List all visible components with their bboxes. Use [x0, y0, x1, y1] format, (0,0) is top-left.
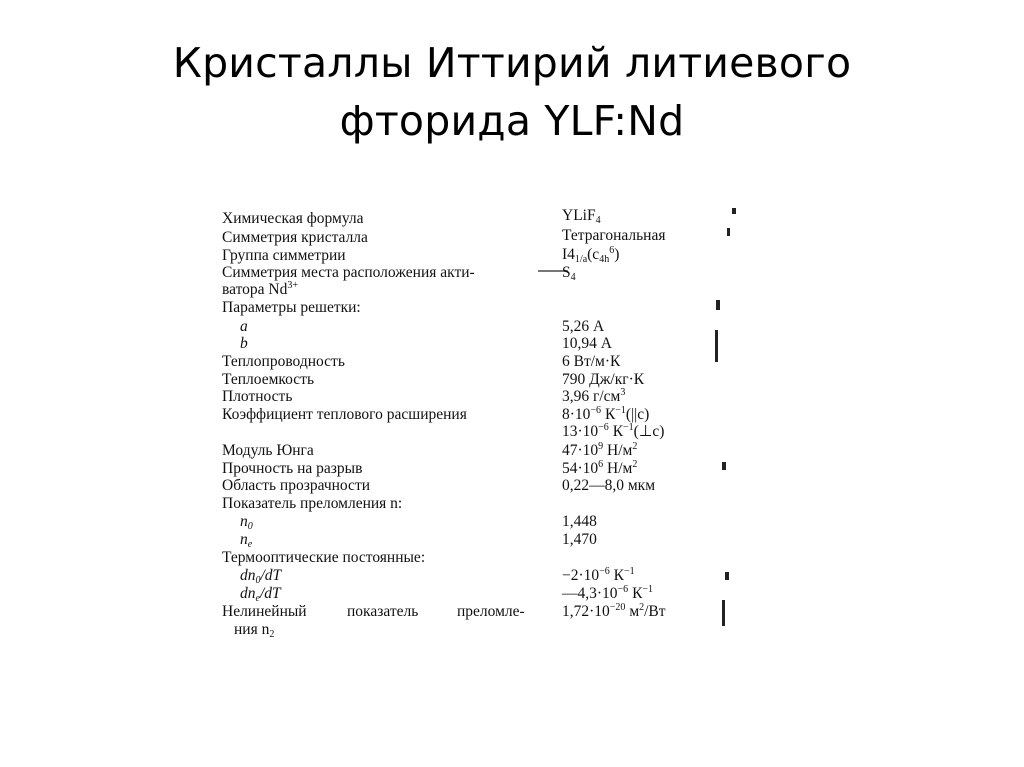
property-label: [222, 549, 425, 567]
value-part: 4h: [599, 254, 610, 265]
title-line-2: фторида YLF:Nd: [339, 97, 685, 145]
scan-mark: [727, 228, 730, 236]
property-value: [562, 318, 604, 336]
property-label: [222, 229, 368, 247]
scan-mark: [725, 572, 729, 580]
property-label: [234, 621, 274, 639]
scan-mark: [722, 462, 726, 470]
property-label: [222, 406, 467, 424]
value-part: −6: [598, 422, 609, 433]
value-part: 3,96 г/см: [562, 388, 621, 405]
value-part: Н/м: [603, 460, 633, 477]
property-label: [222, 442, 314, 460]
property-label: [240, 585, 281, 603]
value-part: 47·10: [562, 442, 599, 459]
label-part: Плотность: [222, 388, 293, 405]
value-part: 8·10: [562, 406, 591, 423]
value-part: 9: [598, 441, 604, 452]
property-value: [562, 477, 655, 495]
label-part: Показатель преломления n:: [222, 495, 403, 512]
label-part: Прочность на разрыв: [222, 460, 363, 477]
value-part: 4: [595, 215, 601, 226]
label-part: Теплопроводность: [222, 353, 345, 370]
title-line-1: Кристаллы Иттирий литиевого: [172, 39, 852, 87]
property-value: [562, 531, 597, 549]
value-part: 0,22—8,0 мкм: [562, 477, 656, 494]
property-label: [222, 281, 298, 299]
value-part: (⊥c): [633, 423, 665, 440]
label-part: Симметрия места расположения акти-: [222, 264, 475, 281]
label-word: Нелинейный: [222, 603, 307, 620]
property-label: [222, 603, 527, 621]
label-part: e: [255, 593, 260, 604]
scan-mark: [722, 600, 725, 626]
property-value: [562, 585, 653, 603]
slide-title: [80, 34, 944, 150]
property-value: [562, 388, 625, 406]
label-part: dn: [240, 585, 256, 602]
value-part: —4,3·10: [562, 585, 618, 602]
value-part: 1,72·10: [562, 603, 610, 620]
property-label: [240, 513, 253, 531]
value-part: /Вт: [644, 603, 666, 620]
label-part: Группа симметрии: [222, 247, 346, 264]
property-value: [562, 460, 637, 478]
label-part: Модуль Юнга: [222, 442, 314, 459]
value-part: 5,26 А: [562, 318, 605, 335]
property-label: [222, 371, 314, 389]
label-part: n: [240, 531, 248, 548]
property-label: [240, 531, 252, 549]
value-part: К: [628, 585, 643, 602]
label-part: Коэффициент теплового расширения: [222, 406, 467, 423]
property-label: [222, 264, 475, 282]
value-part: −6: [617, 584, 629, 595]
scan-mark: [716, 300, 720, 310]
property-value: [562, 567, 635, 585]
property-value: [562, 371, 644, 389]
label-part: e: [247, 539, 253, 550]
value-part: 2: [639, 602, 645, 613]
label-word: преломле-: [457, 603, 525, 620]
value-part: 10,94 А: [562, 335, 612, 352]
justified-label: [222, 603, 527, 621]
value-part: Тетрагональная: [562, 227, 666, 244]
property-value: [562, 227, 666, 245]
property-value: [562, 246, 619, 264]
value-part: ): [614, 246, 620, 263]
label-part: 2: [269, 629, 275, 640]
label-part: Термооптические постоянные:: [222, 549, 426, 566]
value-part: 1/a: [574, 254, 588, 265]
property-label: [222, 210, 364, 228]
value-part: м: [625, 603, 640, 620]
value-part: I4: [562, 246, 575, 263]
property-label: [240, 567, 281, 585]
property-label: [240, 318, 248, 336]
value-part: (c: [587, 246, 600, 263]
label-part: Теплоемкость: [222, 371, 315, 388]
property-value: [562, 353, 620, 371]
value-part: −1: [642, 584, 654, 595]
property-label: [222, 495, 402, 513]
value-part: 2: [632, 441, 638, 452]
property-label: [222, 299, 361, 317]
value-part: −6: [590, 405, 602, 416]
property-value: [562, 442, 637, 460]
label-part: 0: [247, 521, 253, 532]
value-part: −1: [623, 422, 634, 433]
value-part: (||c): [625, 406, 650, 423]
value-part: 6: [598, 459, 604, 470]
label-part: ния n: [234, 621, 270, 638]
label-part: ватора Nd: [222, 281, 288, 298]
property-label: [222, 477, 370, 495]
value-part: 54·10: [562, 460, 599, 477]
property-label: [240, 335, 248, 353]
label-part: Параметры решетки:: [222, 299, 361, 316]
scan-mark: [732, 208, 736, 214]
property-label: [222, 353, 345, 371]
value-part: −2·10: [562, 567, 600, 584]
value-part: 6: [609, 245, 615, 256]
label-part: Химическая формула: [222, 210, 364, 227]
label-part: dn: [240, 567, 256, 584]
label-part: n: [240, 513, 248, 530]
scanned-property-table: [212, 200, 742, 640]
value-part: −1: [624, 566, 635, 577]
label-word: показатель: [347, 603, 419, 620]
value-part: −1: [615, 405, 626, 416]
value-part: 2: [632, 459, 638, 470]
value-part: 1,448: [562, 513, 597, 530]
value-part: −6: [599, 566, 610, 577]
label-part: b: [240, 335, 248, 352]
value-part: 3: [620, 387, 626, 398]
property-label: [222, 388, 292, 406]
property-label: [222, 247, 346, 265]
property-value: [562, 423, 664, 441]
property-value: [562, 264, 576, 282]
value-part: YLiF: [562, 207, 596, 224]
value-part: Н/м: [603, 442, 633, 459]
scan-mark: [715, 330, 718, 362]
value-part: −20: [609, 602, 626, 613]
value-part: 4: [570, 272, 576, 283]
property-value: [562, 335, 612, 353]
value-part: 6 Вт/м·К: [562, 353, 621, 370]
label-part: 3+: [287, 280, 299, 291]
property-value: [562, 603, 666, 621]
label-part: /dT: [259, 585, 281, 602]
label-part: Симметрия кристалла: [222, 229, 368, 246]
label-part: Область прозрачности: [222, 477, 371, 494]
value-part: К: [601, 406, 616, 423]
label-part: /dT: [260, 567, 282, 584]
label-part: a: [240, 318, 248, 335]
value-part: S: [562, 264, 571, 281]
property-label: [222, 460, 362, 478]
value-part: К: [609, 567, 625, 584]
value-part: К: [608, 423, 624, 440]
property-value: [562, 207, 601, 225]
value-part: 1,470: [562, 531, 597, 548]
value-part: 13·10: [562, 423, 599, 440]
property-value: [562, 513, 597, 531]
value-part: 790 Дж/кг·К: [562, 371, 645, 388]
label-part: 0: [255, 575, 261, 586]
